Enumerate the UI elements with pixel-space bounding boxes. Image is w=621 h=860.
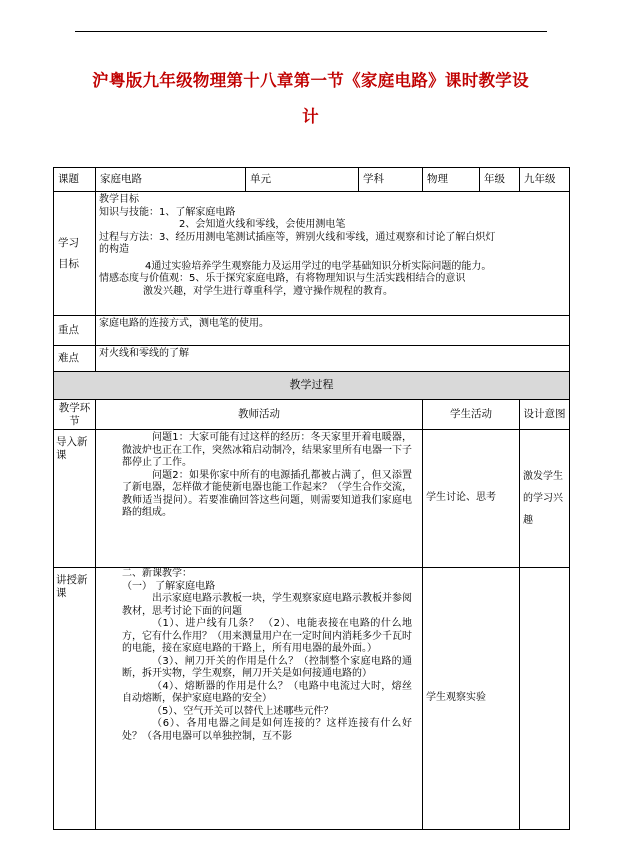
objectives-label-line2: 目标: [58, 257, 79, 270]
objectives-row: [54, 192, 570, 316]
newlesson-stage: 讲授新课: [54, 568, 96, 830]
newlesson-question-6: （6）、各用电器之间是如何连接的？这样连接有什么好处？（各用电器可以单独控制，互不影: [122, 718, 412, 742]
objectives-label: [54, 192, 96, 316]
process-header: 教学过程: [54, 372, 570, 400]
objective-line: 教学目标: [99, 194, 139, 205]
newlesson-teacher: [96, 568, 423, 830]
intro-intent: 激发学生的学习兴趣: [520, 430, 570, 568]
course-label: 课题: [54, 168, 96, 192]
header-rule: [75, 31, 547, 32]
keypoints-value: 家庭电路的连接方式，测电笔的使用。: [96, 316, 570, 346]
intro-question-2: 问题2：如果你家中所有的电源插孔都被占满了，但又添置了新电器，怎样做才能使新电器也能工作起来？（学生合作交流，教师适当提问）。若要准确回答这些问题，则需要知道我们家庭电路的组成。: [122, 469, 412, 518]
process-columns-row: [54, 400, 570, 430]
newlesson-intent: [520, 568, 570, 830]
difficulty-value: 对火线和零线的了解: [96, 346, 570, 372]
objective-line: 4通过实验培养学生观察能力及运用学过的电学基础知识分析实际问题的能力。: [145, 260, 492, 272]
objective-line: 激发兴趣，对学生进行尊重科学，遵守操作规程的教育。: [143, 285, 393, 297]
newlesson-question-3: （3）、闸刀开关的作用是什么？（控制整个家庭电路的通断，拆开实物，学生观察，闸刀开关是如何接通电路的）: [122, 655, 412, 679]
newlesson-paragraph: 出示家庭电路示教板一块，学生观察家庭电路示教板并参阅教材，思考讨论下面的问题: [122, 593, 412, 617]
grade-value: 九年级: [520, 168, 570, 192]
intro-stage: 导入新课: [54, 430, 96, 568]
column-intent: 设计意图: [520, 400, 570, 430]
objective-line: 的构造: [99, 244, 129, 255]
objective-line: 情感态度与价值观：5、乐于探究家庭电路，有将物理知识与生活实践相结合的意识: [99, 273, 466, 284]
newlesson-student: 学生观察实验: [423, 568, 520, 830]
newlesson-heading: 二、新课教学：: [122, 568, 192, 579]
newlesson-question-5: （5）、空气开关可以替代上述哪些元件？: [152, 705, 334, 717]
newlesson-subheading: （一） 了解家庭电路: [122, 580, 216, 592]
unit-label: 单元: [246, 168, 359, 192]
difficulty-row: [54, 346, 570, 372]
document-title-continued: 计: [302, 107, 319, 126]
keypoints-label: 重点: [54, 316, 96, 346]
column-stage: 教学环节: [54, 400, 96, 430]
objective-line: 过程与方法：3、经历用测电笔测试插座等，辨别火线和零线，通过观察和讨论了解白炽灯: [99, 231, 496, 243]
info-row: [54, 168, 570, 192]
intro-question-1: 问题1：大家可能有过这样的经历：冬天家里开着电暖器，微波炉也正在工作，突然冰箱启动制冷，结果家里所有电器一下子都停止了工作。: [122, 432, 412, 468]
document-title: 沪粤版九年级物理第十八章第一节《家庭电路》课时教学设: [92, 71, 529, 90]
intro-row: [54, 430, 570, 568]
objective-line: 知识与技能：1、了解家庭电路: [99, 206, 236, 218]
objective-line: 2、会知道火线和零线，会使用测电笔: [179, 219, 346, 230]
subject-label: 学科: [359, 168, 423, 192]
process-header-row: [54, 372, 570, 400]
column-teacher: 教师活动: [96, 400, 423, 430]
intro-teacher: [96, 430, 423, 568]
newlesson-question-4: （4）、熔断器的作用是什么？（电路中电流过大时，熔丝自动熔断，保护家庭电路的安全）: [122, 680, 412, 704]
objectives-content: [96, 192, 570, 316]
difficulty-label: 难点: [54, 346, 96, 372]
keypoints-row: [54, 316, 570, 346]
subject-value: 物理: [423, 168, 480, 192]
column-student: 学生活动: [423, 400, 520, 430]
newlesson-question-1-2: （1）、进户线有几条？ （2）、电能表接在电路的什么地方，它有什么作用？（用来测量用户在一定时间内消耗多少千瓦时的电能，接在家庭电路的干路上，所有用电器的最外面。）: [122, 618, 412, 654]
objectives-label-line1: 学习: [58, 237, 79, 249]
grade-label: 年级: [480, 168, 520, 192]
intro-student: 学生讨论、思考: [423, 430, 520, 568]
lesson-plan-table: [53, 167, 570, 830]
newlesson-row: [54, 568, 570, 830]
course-value: 家庭电路: [96, 168, 246, 192]
